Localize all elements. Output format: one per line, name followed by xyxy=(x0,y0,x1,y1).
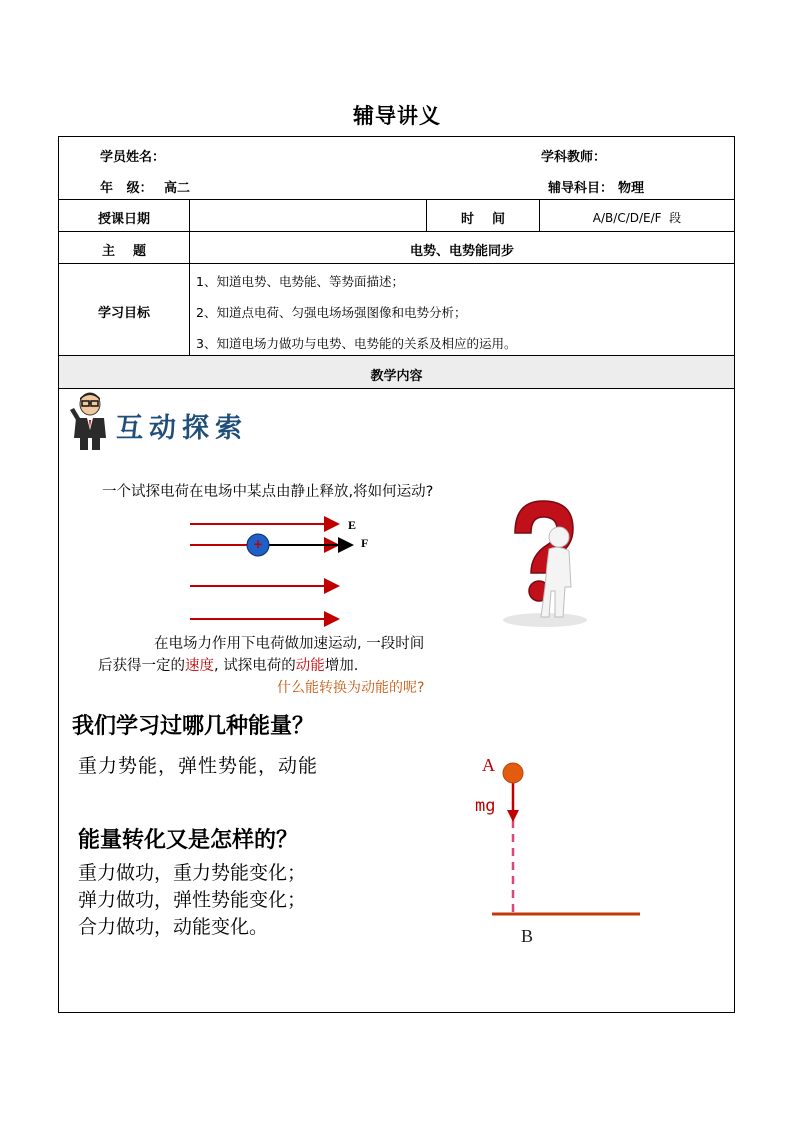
kinetic-highlight: 动能 xyxy=(295,658,325,674)
goal-item: 1、知道电势、电势能、等势面描述； xyxy=(196,274,404,289)
question-mark-figure xyxy=(495,495,595,630)
gravity-diagram xyxy=(488,760,644,920)
energy-types-text: 重力势能，弹性势能，动能 xyxy=(78,755,319,777)
field-label-e: E xyxy=(348,518,357,532)
heading-energy-types: 我们学习过哪几种能量？ xyxy=(72,714,315,739)
question-text: 一个试探电荷在电场中某点由静止释放,将如何运动? xyxy=(102,484,434,500)
energy-question: 什么能转换为动能的呢? xyxy=(277,680,425,696)
topic-value: 电势、电势能同步 xyxy=(409,244,514,259)
point-b-label: B xyxy=(521,926,534,946)
point-a-label: A xyxy=(482,755,495,775)
conversion-item: 弹力做功，弹性势能变化； xyxy=(78,889,307,911)
table-divider xyxy=(58,231,735,232)
table-divider xyxy=(58,199,735,200)
answer-text: , 试探电荷的 xyxy=(214,658,296,674)
student-name-label: 学员姓名： xyxy=(100,150,166,165)
table-divider xyxy=(58,263,735,264)
explore-banner-title: 互动探索 xyxy=(116,413,248,444)
conversion-item: 合力做功，动能变化。 xyxy=(78,916,269,938)
goal-item: 3、知道电场力做功与电势、电势能的关系及相应的运用。 xyxy=(196,336,517,351)
answer-line-2 xyxy=(98,654,358,675)
document-title: 辅导讲义 xyxy=(353,104,441,128)
answer-text: 增加. xyxy=(324,658,359,674)
speed-highlight: 速度 xyxy=(185,658,214,674)
teacher-avatar xyxy=(64,392,116,452)
table-divider xyxy=(189,199,190,355)
date-label: 授课日期 xyxy=(97,212,150,227)
answer-line-1: 在电场力作用下电荷做加速运动, 一段时间 xyxy=(154,636,425,652)
subject-label: 辅导科目： xyxy=(548,181,614,196)
grade-label: 年 级： xyxy=(100,181,153,196)
subject-value: 物理 xyxy=(618,181,645,196)
time-value: A/B/C/D/E/F 段 xyxy=(592,211,682,225)
gravity-arrowhead xyxy=(507,810,519,822)
table-divider xyxy=(58,388,735,389)
force-label-f: F xyxy=(361,536,369,550)
conversion-item: 重力做功，重力势能变化； xyxy=(78,862,307,884)
ball xyxy=(503,763,523,783)
time-label: 时 间 xyxy=(460,212,506,227)
goals-label: 学习目标 xyxy=(97,306,150,321)
answer-text: 后获得一定的 xyxy=(98,658,185,674)
mg-label: mg xyxy=(475,796,496,816)
heading-energy-conversion: 能量转化又是怎样的？ xyxy=(78,828,299,853)
teacher-label: 学科教师： xyxy=(541,150,607,165)
goal-item: 2、知道点电荷、匀强电场场强图像和电势分析； xyxy=(196,305,467,320)
content-header: 教学内容 xyxy=(370,369,423,384)
grade-value: 高二 xyxy=(164,181,191,196)
topic-label: 主 题 xyxy=(101,244,147,259)
charge-sign: + xyxy=(253,537,264,551)
